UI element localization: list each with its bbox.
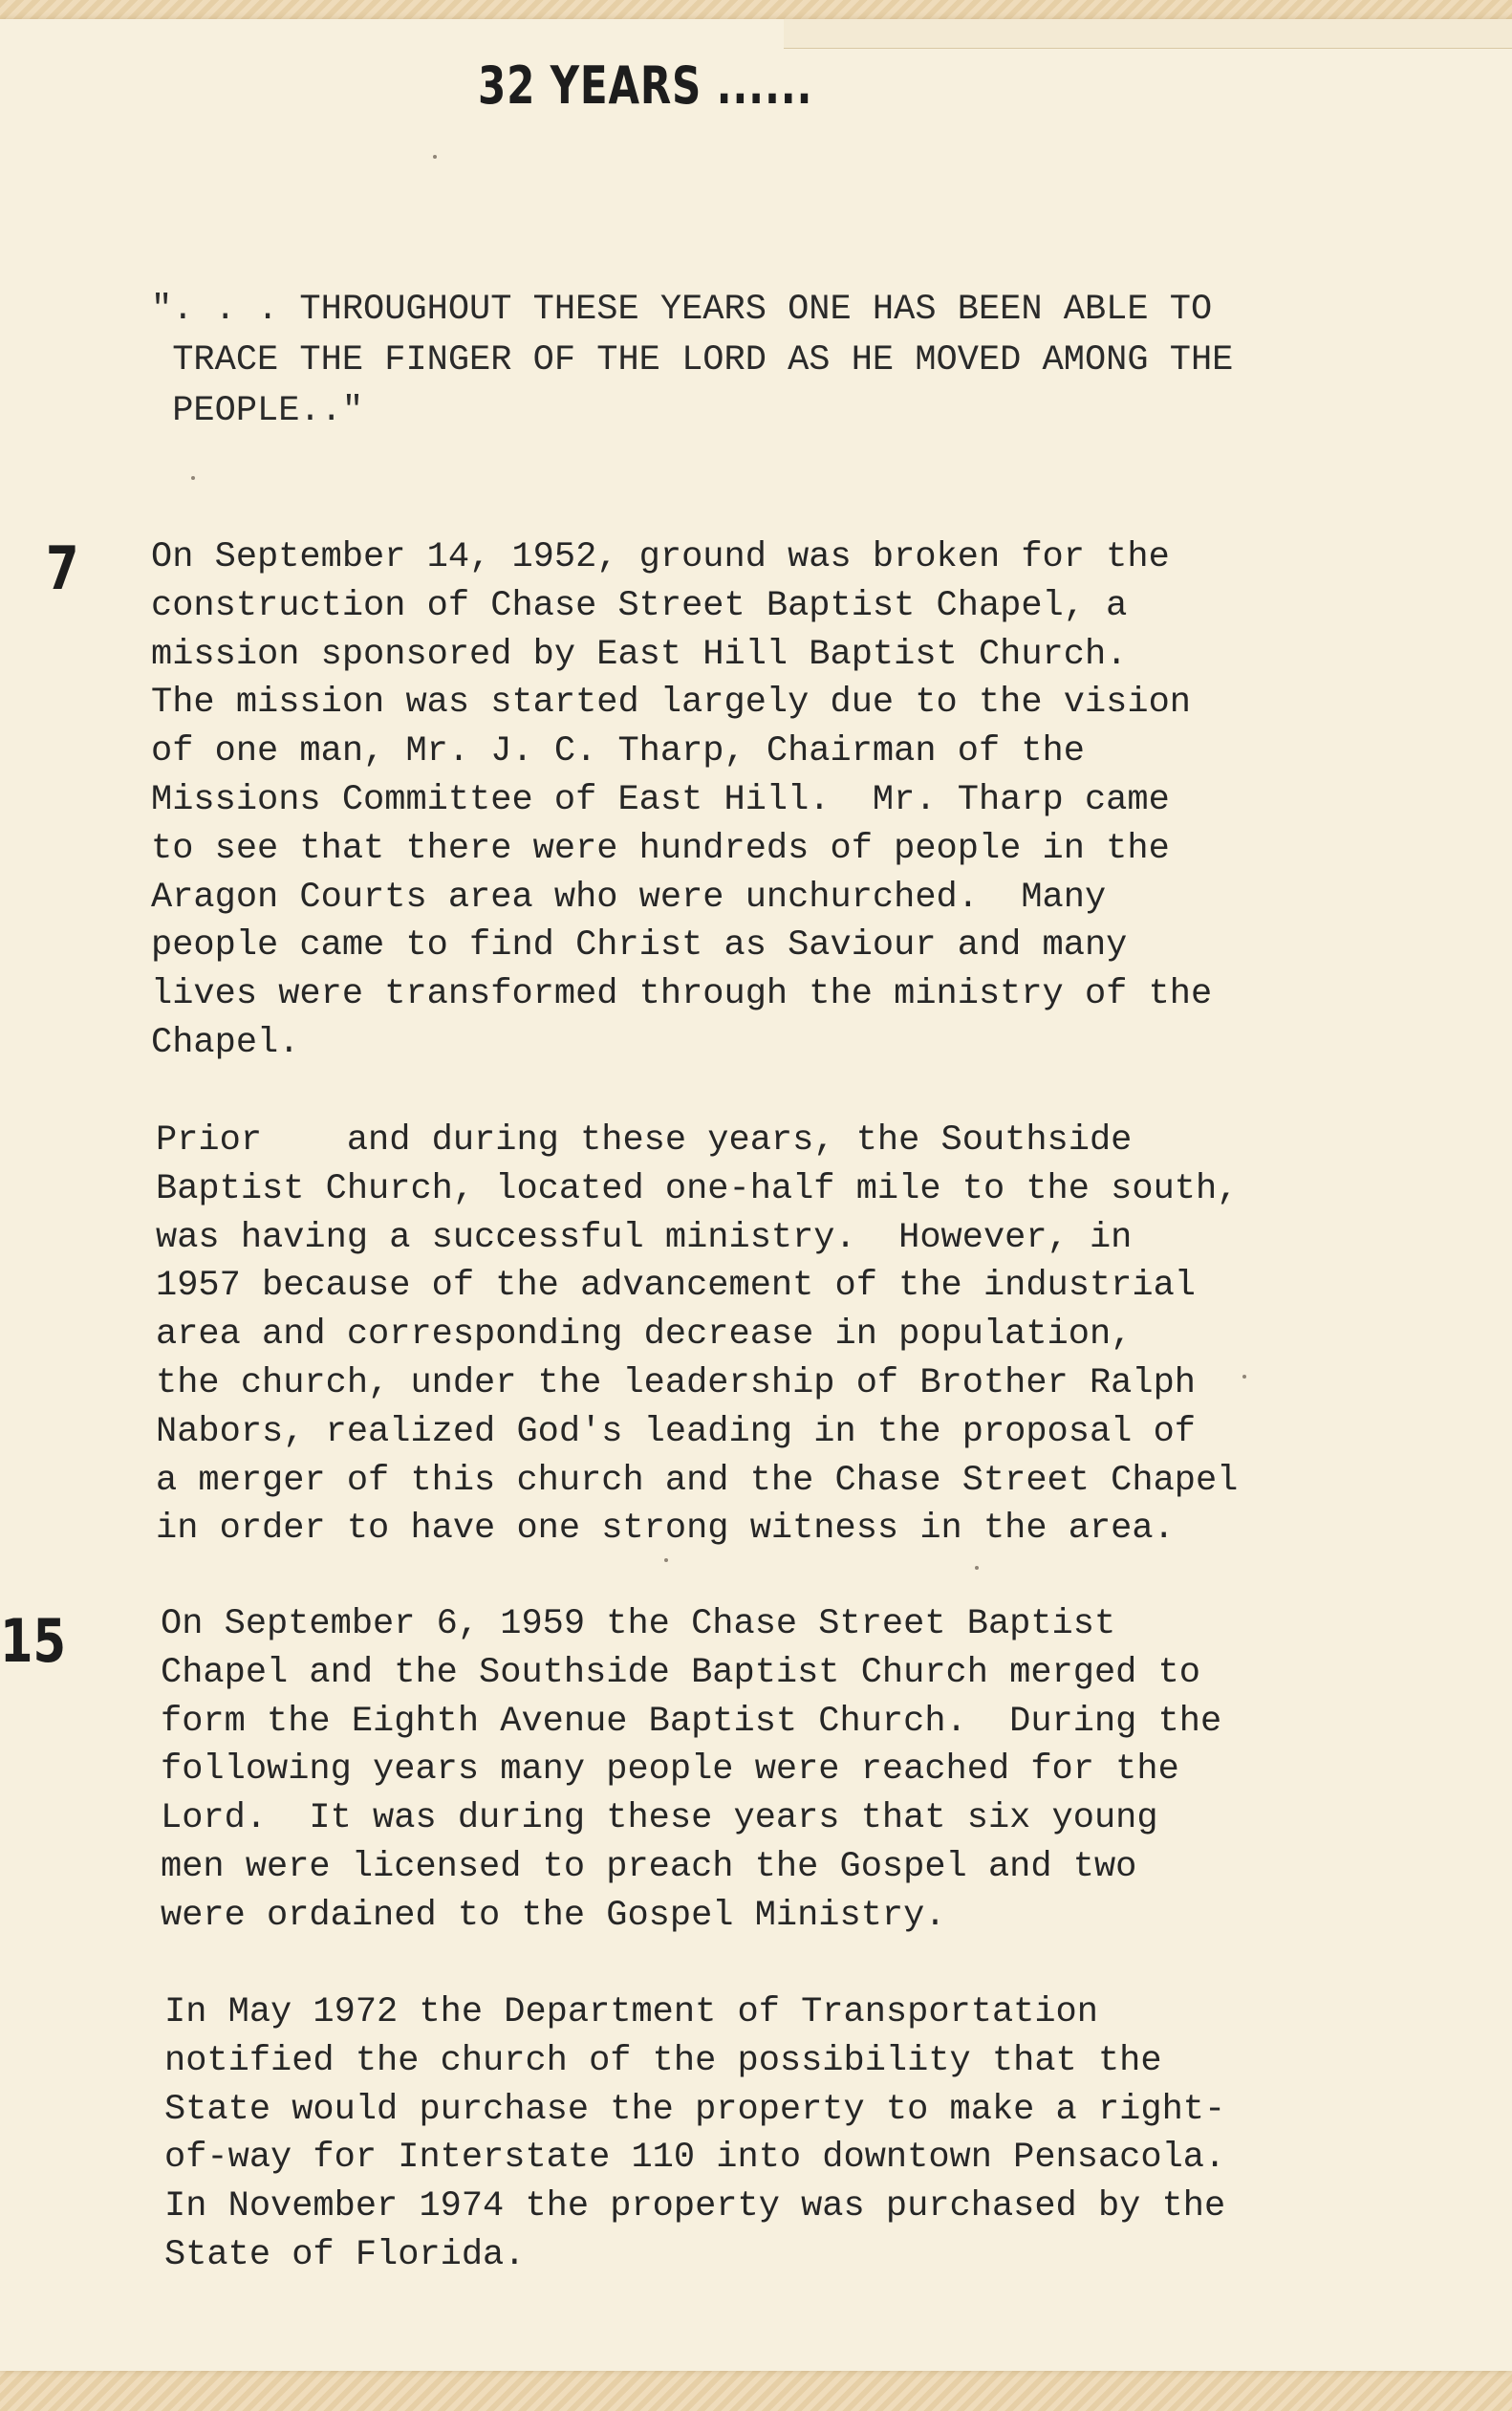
opening-quote: ". . . THROUGHOUT THESE YEARS ONE HAS BEEN ABLE TO TRACE THE FINGER OF THE LORD AS HE MOVED AMONG THE PEOPLE.." <box>151 290 1234 431</box>
paper-tear <box>784 19 1512 49</box>
document-page <box>0 19 1512 2371</box>
paper-speck <box>975 1566 979 1570</box>
paper-speck <box>664 1558 668 1562</box>
paper-speck <box>1242 1375 1246 1379</box>
paragraph-chapel-founding: On September 14, 1952, ground was broken for the construction of Chase Street Baptist Chapel, a mission sponsored by East Hill Baptist Church. The mission was started largely due to the vision of one man, Mr. J. C. Tharp, Chairman of the Missions Committee of East Hill. Mr. Tharp came to see that there were hundreds of people in the Aragon Courts area who were unchurched. Many people came to find Christ as Saviour and many lives were transformed through the ministry of the Chapel. <box>151 537 1213 1063</box>
paragraph-eighth-avenue-formed: On September 6, 1959 the Chase Street Baptist Chapel and the Southside Baptist Church merged to form the Eighth Avenue Baptist Church. During the following years many people were reached for the Lord. It was during these years that six young men were licensed to preach the Gospel and two were ordained to the Gospel Ministry. <box>161 1604 1222 1936</box>
paragraph-southside-merger-proposal: Prior and during these years, the Southside Baptist Church, located one-half mile to the south, was having a successful ministry. However, in 1957 because of the advancement of the industrial area and corresponding decrease in population, the church, under the leadership of Brother Ralph Nabors, realized God's leading in the proposal of a merger of this church and the Chase Street Chapel in order to have one strong witness in the area. <box>156 1120 1239 1550</box>
margin-number-15: 15 <box>0 1606 67 1676</box>
paper-speck <box>433 155 437 159</box>
margin-number-7: 7 <box>46 533 79 603</box>
paragraph-property-purchase: In May 1972 the Department of Transportation notified the church of the possibility that the State would purchase the property to make a right- of-way for Interstate 110 into downtown Pensacola. In November 1974 the property was purchased by the State of Florida. <box>164 1992 1226 2275</box>
paper-speck <box>191 476 195 480</box>
document-title: 32 YEARS ...... <box>478 55 813 116</box>
